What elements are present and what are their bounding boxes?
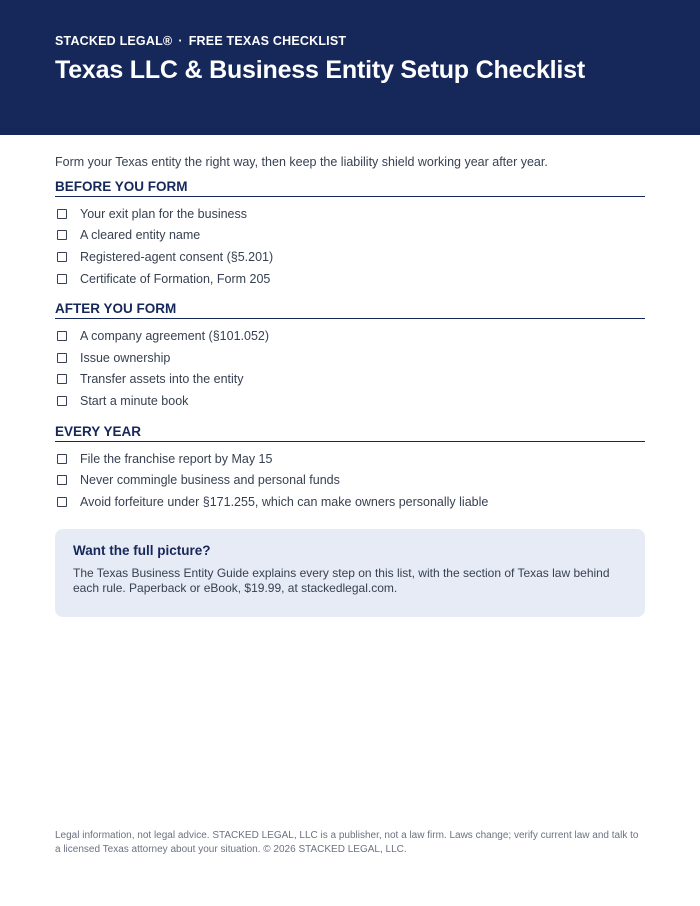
checklist-item-label: A cleared entity name (80, 228, 201, 243)
checkbox[interactable] (57, 230, 67, 240)
checkbox[interactable] (57, 331, 67, 341)
checklist-item[interactable] (55, 369, 645, 391)
checkbox[interactable] (57, 274, 67, 284)
checklist-item-label: Your exit plan for the business (80, 206, 248, 221)
section-heading: AFTER YOU FORM (55, 301, 645, 319)
intro-text: Form your Texas entity the right way, then keep the liability shield working year after year. (55, 155, 548, 169)
callout-body: The Texas Business Entity Guide explains every step on this list, with the section of Texas law behind each rule. Paperback or eBook, $19.99, at stackedlegal.com. (73, 565, 610, 596)
eyebrow-separator: · (178, 34, 183, 48)
checklist-item-label: Transfer assets into the entity (80, 372, 244, 387)
eyebrow (55, 34, 645, 48)
checklist-item[interactable] (55, 225, 645, 247)
checkbox[interactable] (57, 209, 67, 219)
checklist-item[interactable] (55, 347, 645, 369)
checklist-item[interactable] (55, 203, 645, 225)
callout-title: Want the full picture? (73, 542, 211, 558)
checklist-item-label: Certificate of Formation, Form 205 (80, 271, 271, 286)
checklist-item[interactable] (55, 390, 645, 412)
checklist (55, 203, 645, 289)
checklist-item-label: Issue ownership (80, 350, 171, 365)
checkbox[interactable] (57, 475, 67, 485)
checklist-item[interactable] (55, 268, 645, 290)
checklist-item[interactable] (55, 491, 645, 513)
checklist-item[interactable] (55, 246, 645, 268)
checkbox[interactable] (57, 454, 67, 464)
checklist-item[interactable] (55, 469, 645, 491)
eyebrow-label: FREE TEXAS CHECKLIST (188, 34, 347, 48)
checklist-item-label: Registered-agent consent (§5.201) (80, 249, 274, 264)
page-title: Texas LLC & Business Entity Setup Checklist (55, 56, 585, 84)
checklist-item-label: Never commingle business and personal funds (80, 473, 340, 488)
checkbox[interactable] (57, 252, 67, 262)
checkbox[interactable] (57, 396, 67, 406)
section-heading: EVERY YEAR (55, 424, 645, 442)
legal-disclaimer: Legal information, not legal advice. STACKED LEGAL, LLC is a publisher, not a law firm. Laws change; verify current law and talk to a licensed Texas attorney about your situation. © 2026 STACKED LEGAL, LLC. (55, 830, 639, 855)
section-heading: BEFORE YOU FORM (55, 179, 645, 197)
checklist (55, 448, 645, 513)
checklist-item-label: Start a minute book (80, 393, 189, 408)
checklist (55, 325, 645, 411)
brand-name: STACKED LEGAL® (55, 34, 173, 48)
checkbox[interactable] (57, 497, 67, 507)
checklist-item-label: A company agreement (§101.052) (80, 329, 270, 344)
section-before-you-form (55, 179, 645, 289)
section-after-you-form (55, 301, 645, 411)
page-header (0, 0, 700, 135)
checklist-item[interactable] (55, 325, 645, 347)
checklist-item-label: Avoid forfeiture under §171.255, which can make owners personally liable (80, 494, 489, 509)
checkbox[interactable] (57, 374, 67, 384)
section-every-year (55, 424, 645, 513)
main-content (0, 135, 700, 617)
checklist-item-label: File the franchise report by May 15 (80, 451, 273, 466)
checkbox[interactable] (57, 353, 67, 363)
checklist-item[interactable] (55, 448, 645, 470)
promo-callout (55, 529, 645, 617)
